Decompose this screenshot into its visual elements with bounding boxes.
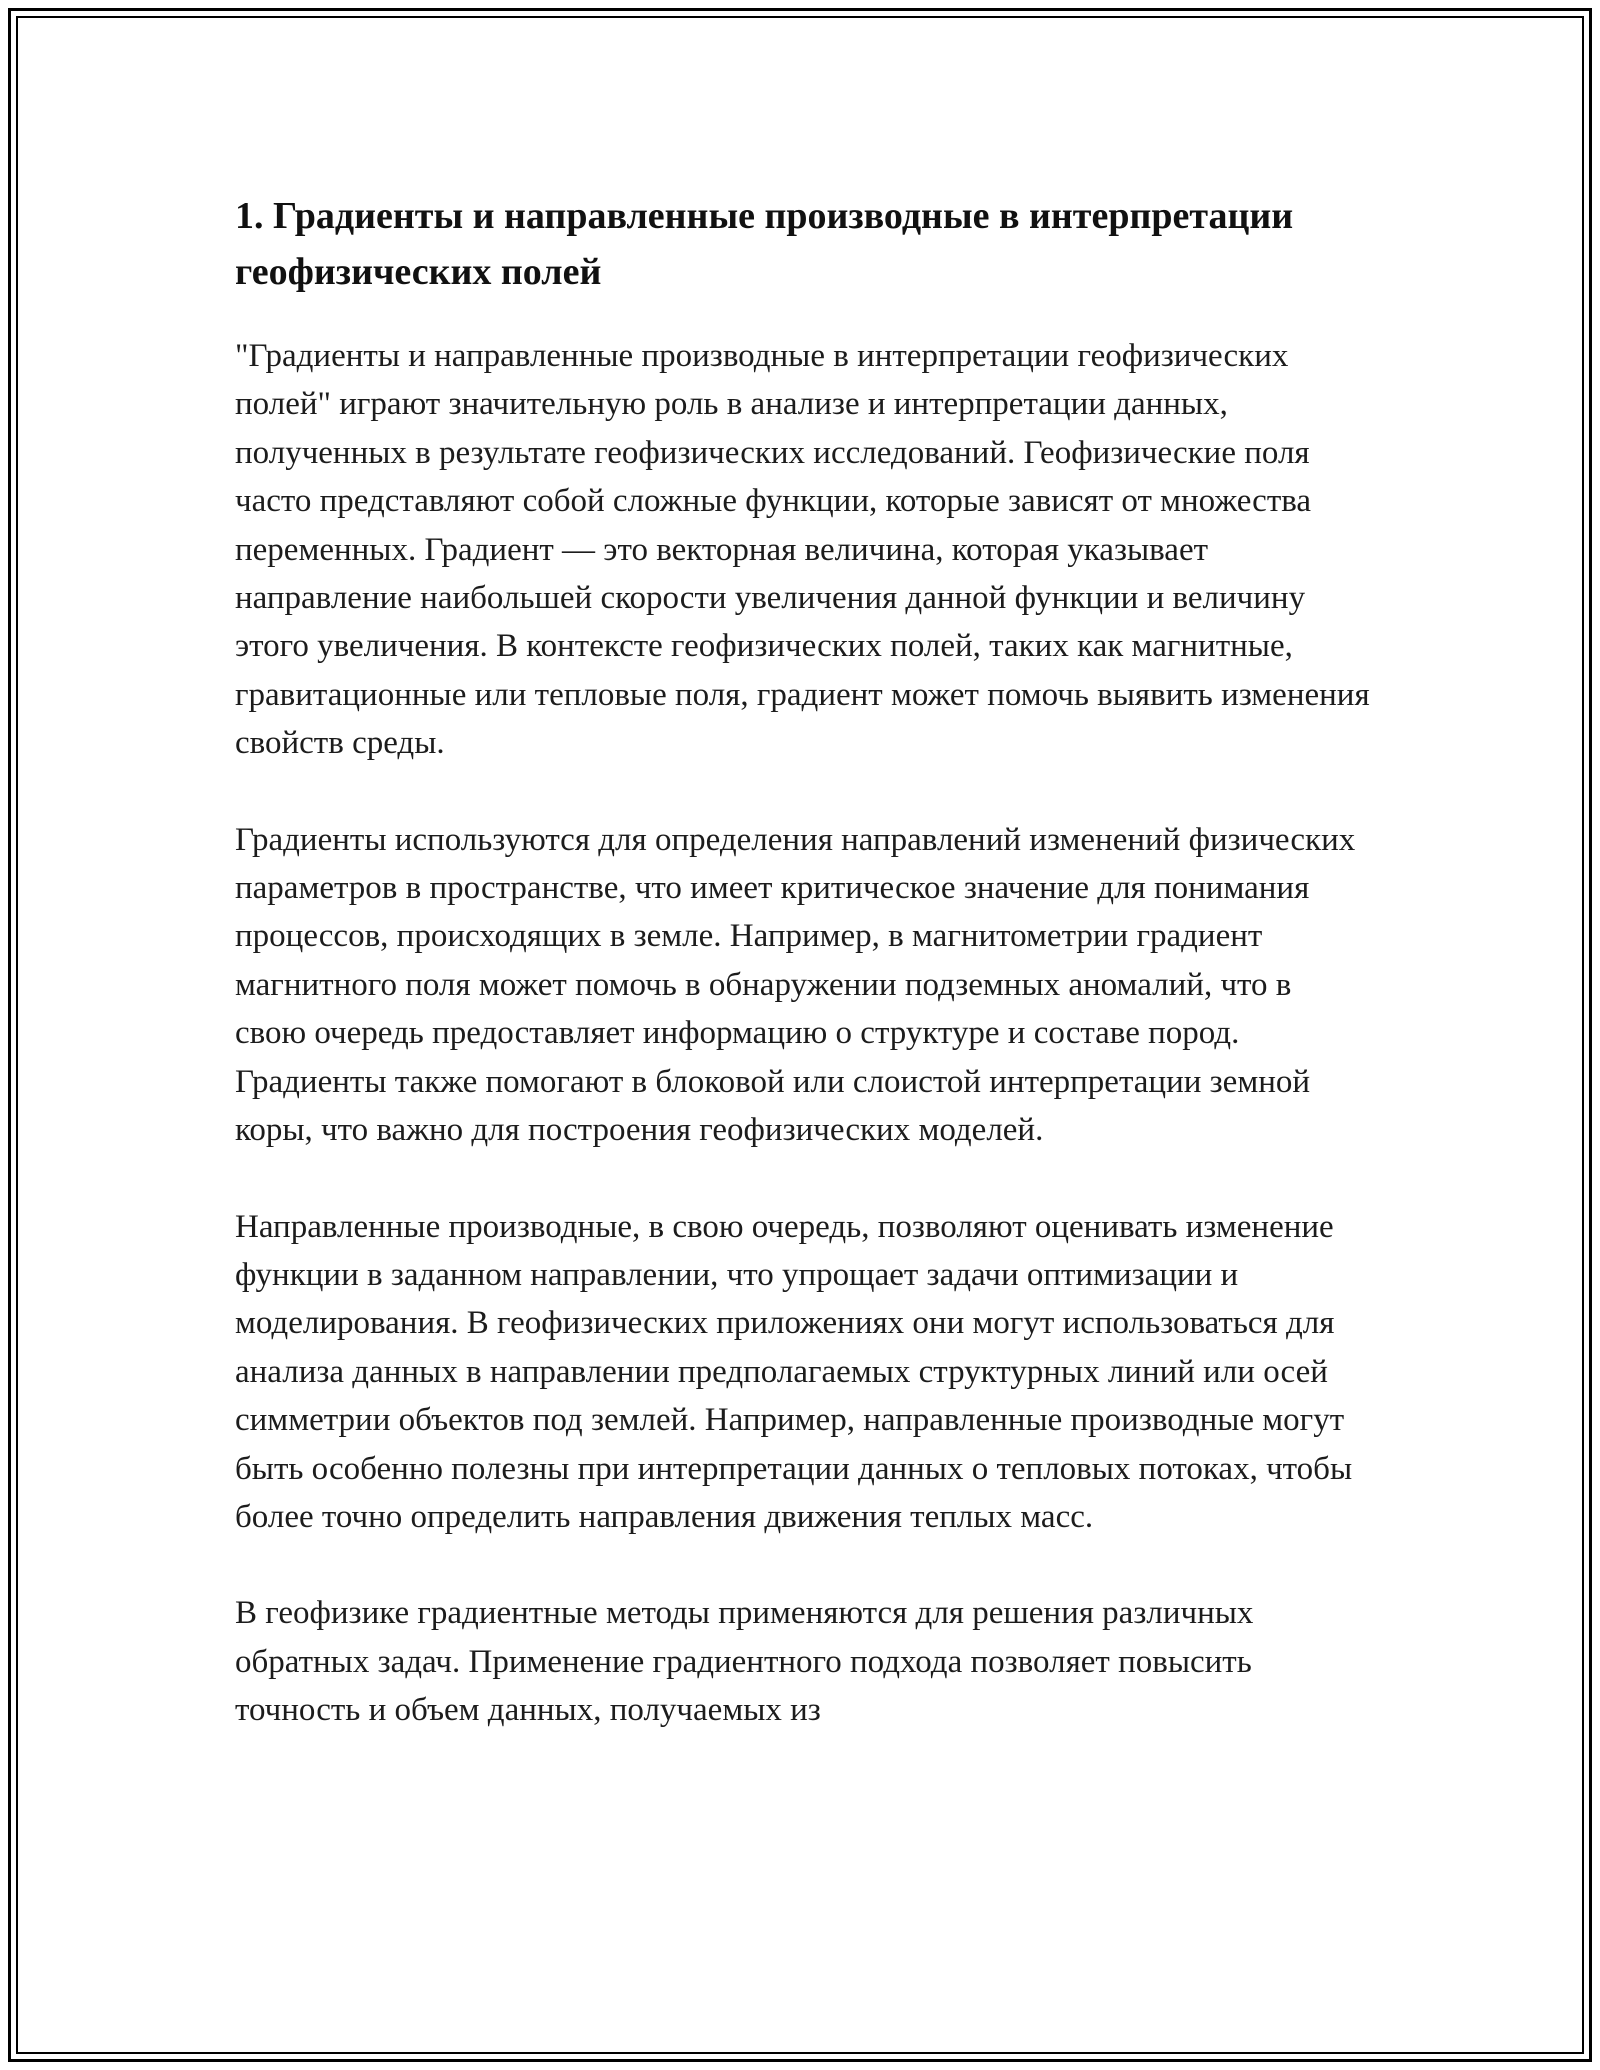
paragraph-4: В геофизике градиентные методы применяются для решения различных обратных задач. Применение градиентного подхода позволяет повысить точность и объем данных, получаемых из [235,1595,1254,1729]
paragraph-3: Направленные производные, в свою очередь, позволяют оценивать изменение функции в заданном направлении, что упрощает задачи оптимизации и моделирования. В геофизических приложениях они могут использоваться для анализа данных в направлении предполагаемых структурных линий или осей симметрии объектов под землей. Например, направленные производные могут быть особенно полезны при интерпретации данных о тепловых потоках, чтобы более точно определить направления движения теплых масс. [235,1208,1353,1535]
document-body [235,188,1370,1783]
section-heading: 1. Градиенты и направленные производные в интерпретации геофизических полей [235,195,1294,293]
paragraph-1: "Градиенты и направленные производные в интерпретации геофизических полей" играют значительную роль в анализе и интерпретации данных, полученных в результате геофизических исследований. Геофизические поля часто представляют собой сложные функции, которые зависят от множества переменных. Градиент — это векторная величина, которая указывает направление наибольшей скорости увеличения данной функции и величину этого увеличения. В контексте геофизических полей, таких как магнитные, гравитационные или тепловые поля, градиент может помочь выявить изменения свойств среды. [235,338,1370,762]
paragraph-2: Градиенты используются для определения направлений изменений физических параметров в пространстве, что имеет критическое значение для понимания процессов, происходящих в земле. Например, в магнитометрии градиент магнитного поля может помочь в обнаружении подземных аномалий, что в свою очередь предоставляет информацию о структуре и составе пород. Градиенты также помогают в блоковой или слоистой интерпретации земной коры, что важно для построения геофизических моделей. [235,821,1356,1149]
